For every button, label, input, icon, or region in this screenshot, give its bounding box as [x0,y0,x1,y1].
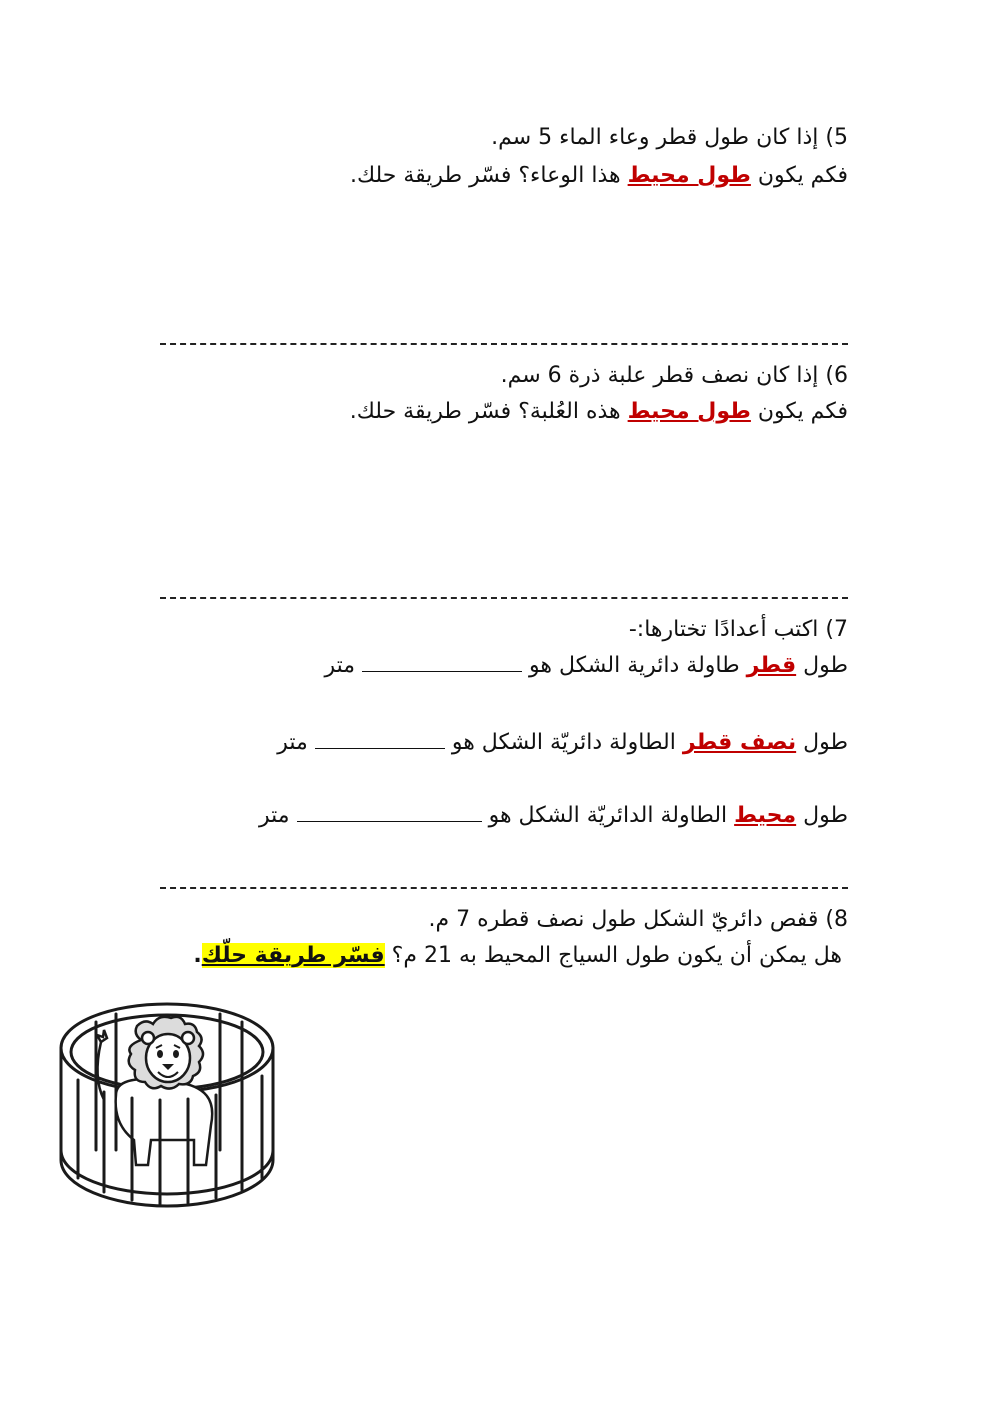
separator-3 [160,887,848,889]
q7-item-radius [148,727,848,759]
q7-c-keyword: محيط [734,803,797,828]
q8-line2-post: . [193,943,202,968]
q5-line2-pre: فكم يكون [750,163,848,188]
separator-1 [160,343,848,345]
q7-c-post: الطاولة الدائريّة الشكل هو [481,803,735,828]
q6-line1: 6) إذا كان نصف قطر علبة ذرة 6 سم. [500,363,848,388]
q7-a-answer-blank[interactable] [362,651,522,672]
q8-line1: 8) قفص دائريّ الشكل طول نصف قطره 7 م. [428,907,848,932]
q7-item-circumference [148,800,848,832]
q5-line1: 5) إذا كان طول قطر وعاء الماء 5 سم. [491,125,848,150]
q7-b-unit: متر [277,730,315,755]
q8-line2-highlight: فسّر طريقة حلّك [201,943,385,968]
lion-cage-icon [56,1000,278,1210]
q8-line2 [142,940,842,972]
q6-line2-post: هذه العُلبة؟ فسّر طريقة حلك. [349,399,628,424]
q7-b-keyword: نصف قطر [682,730,797,755]
q5-line2 [148,160,848,192]
q8-line2-pre: هل يمكن أن يكون طول السياج المحيط به 21 م؟ [384,943,842,968]
q7-a-unit: متر [324,653,362,678]
q7-c-pre: طول [796,803,848,828]
q7-a-post: طاولة دائرية الشكل هو [522,653,747,678]
q7-b-post: الطاولة دائريّة الشكل هو [444,730,683,755]
q7-item-diameter [148,650,848,682]
q7-a-pre: طول [796,653,848,678]
q6-line2-keyword: طول محيط [627,399,751,424]
q7-c-answer-blank[interactable] [297,801,482,822]
q6-line2-pre: فكم يكون [750,399,848,424]
q5-line2-keyword: طول محيط [627,163,751,188]
q7-b-pre: طول [796,730,848,755]
q6-line2 [148,396,848,428]
q7-c-unit: متر [259,803,297,828]
separator-2 [160,597,848,599]
q5-line2-post: هذا الوعاء؟ فسّر طريقة حلك. [349,163,628,188]
q7-b-answer-blank[interactable] [315,728,445,749]
q7-line1: 7) اكتب أعدادًا تختارها:- [628,617,848,642]
q7-a-keyword: قطر [746,653,797,678]
